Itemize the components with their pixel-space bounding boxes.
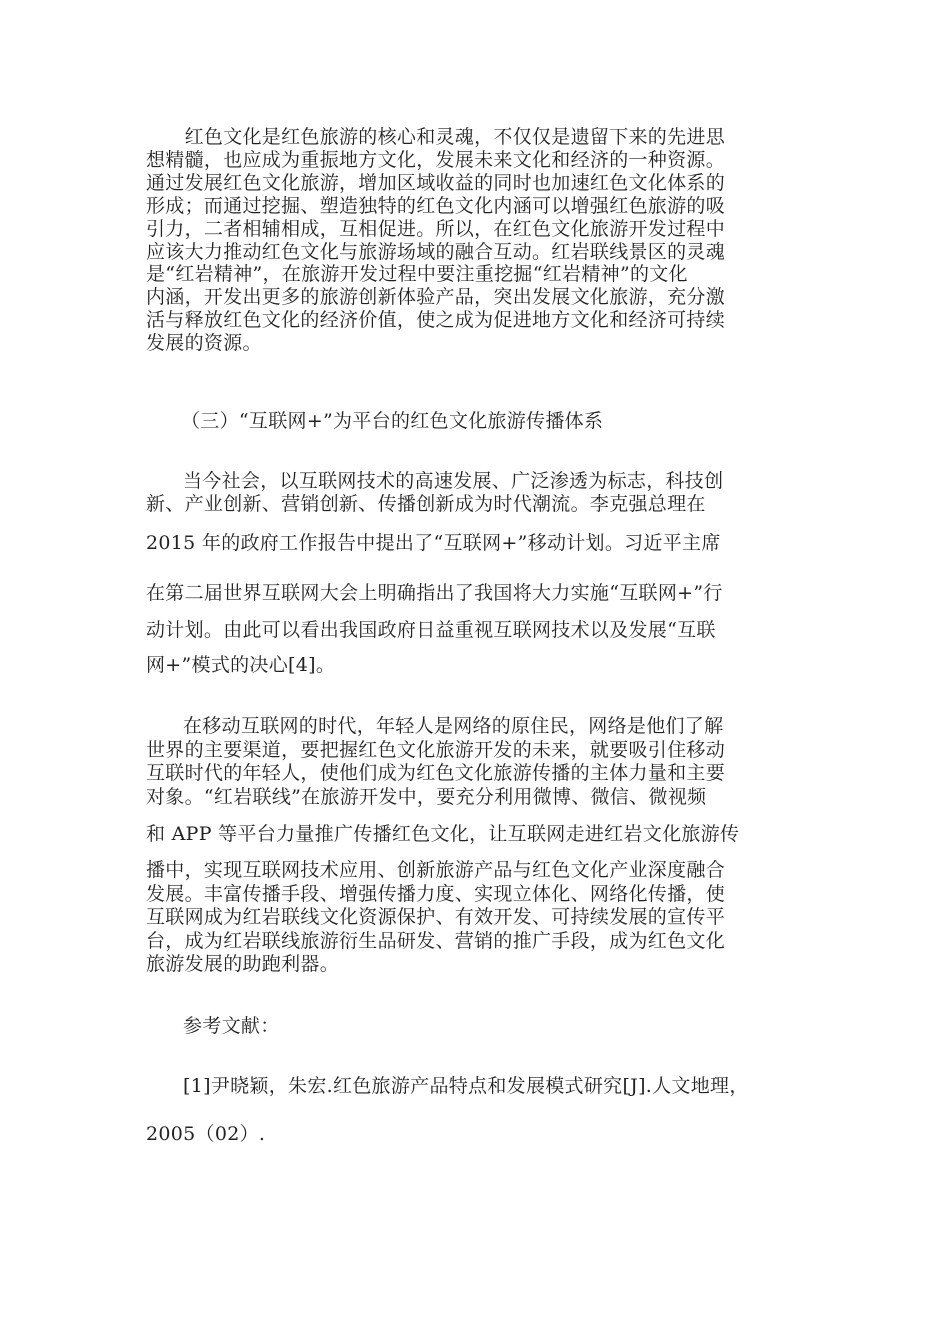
paragraph-mobile-line-1: 在移动互联网的时代，年轻人是网络的原住民，网络是他们了解 xyxy=(183,715,724,737)
section-heading-3: （三）“互联网+”为平台的红色文化旅游传播体系 xyxy=(181,410,604,432)
paragraph-mobile-line-5: 和 APP 等平台力量推广传播红色文化，让互联网走进红岩文化旅游传 xyxy=(146,823,740,845)
paragraph-internet-line-3: 2015 年的政府工作报告中提出了“互联网+”移动计划。习近平主席 xyxy=(146,532,721,554)
paragraph-mobile-line-6: 播中，实现互联网技术应用、创新旅游产品与红色文化产业深度融合 xyxy=(146,859,726,881)
paragraph-mobile-line-4: 对象。“红岩联线”在旅游开发中，要充分利用微博、微信、微视频 xyxy=(146,786,707,808)
paragraph-internet-line-4: 在第二届世界互联网大会上明确指出了我国将大力实施“互联网+”行 xyxy=(146,582,723,604)
paragraph-mobile-line-9: 台，成为红岩联线旅游衍生品研发、营销的推广手段，成为红色文化 xyxy=(146,930,726,952)
paragraph-internet-line-5: 动计划。由此可以看出我国政府日益重视互联网技术以及发展“互联 xyxy=(146,619,716,641)
paragraph-mobile-line-2: 世界的主要渠道，要把握红色文化旅游开发的未来，就要吸引住移动 xyxy=(146,739,726,761)
paragraph-red-culture: 红色文化是红色旅游的核心和灵魂，不仅仅是遗留下来的先进思 想精髓，也应成为重振地方文化，发展未来文化和经济的一种资源。 通过发展红色文化旅游，增加区域收益的同时也加速红色文化体系的 形成；而通过挖掘、塑造独特的红色文化内涵可以增强红色旅游的吸 引力，二者相辅相成，互相促进。所以，在红色文化旅游开发过程中 应该大力推动红色文化与旅游场域的融合互动。红岩联线景区的灵魂 是“红岩精神”，在旅游开发过程中要注重挖掘“红岩精神”的文化 内涵，开发出更多的旅游创新体验产品，突出发展文化旅游，充分激 活与释放红色文化的经济价值，使之成为促进地方文化和经济可持续 发展的资源。 xyxy=(146,126,726,355)
reference-1-line-1: [1]尹晓颖，朱宏.红色旅游产品特点和发展模式研究[J].人文地理， xyxy=(183,1075,749,1097)
paragraph-internet-line-6: 网+”模式的决心[4]。 xyxy=(146,654,336,676)
paragraph-mobile-line-8: 互联网成为红岩联线文化资源保护、有效开发、可持续发展的宣传平 xyxy=(146,906,726,928)
paragraph-mobile-line-3: 互联时代的年轻人，使他们成为红色文化旅游传播的主体力量和主要 xyxy=(146,762,726,784)
paragraph-mobile-line-7: 发展。丰富传播手段、增强传播力度、实现立体化、网络化传播，使 xyxy=(146,883,726,905)
paragraph-internet-line-2: 新、产业创新、营销创新、传播创新成为时代潮流。李克强总理在 xyxy=(146,493,706,515)
paragraph-internet-line-1: 当今社会，以互联网技术的高速发展、广泛渗透为标志，科技创 xyxy=(183,470,724,492)
paragraph-mobile-line-10: 旅游发展的助跑利器。 xyxy=(146,953,340,975)
reference-1-line-2: 2005（02）. xyxy=(146,1123,266,1145)
references-title: 参考文献： xyxy=(183,1015,280,1037)
